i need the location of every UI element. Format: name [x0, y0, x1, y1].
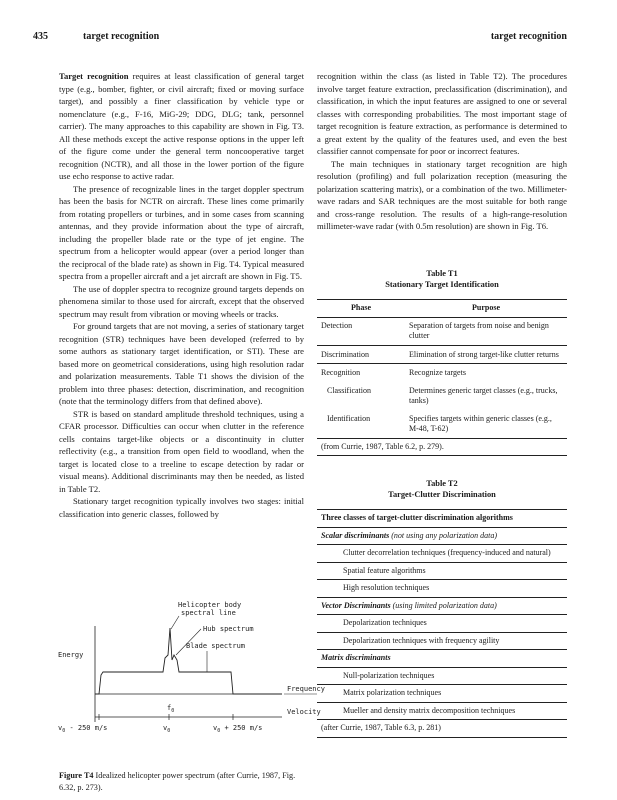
table-header-row	[317, 300, 567, 318]
table-row: Classification Determines generic target classes (e.g., trucks, tanks)	[327, 385, 558, 405]
helicopter-body-label: Helicopter body	[178, 601, 242, 609]
table-header-row: Three classes of target-clutter discrimination algorithms	[317, 510, 567, 528]
table-row: Depolarization techniques with frequency agility	[317, 632, 567, 650]
paragraph: recognition within the class (as listed in Table T2). The procedures involve target feature extraction, preclassification (discrimination), and classification, in which the input features are assigned to one or several classes with corresponding probabilities. The most important stage of target recognition is feature extraction, as performance is determined to a great extent by the quality of the features used, and even the best classifier cannot compensate for poor or incorrect features.	[317, 71, 567, 156]
frequency-axis-label: Frequency	[287, 685, 325, 693]
paragraph: The main techniques in stationary target recognition are high resolution (profiling) and full polarization reception (measuring the polarization scattering matrix), or a combination of the two. Millimeter-wave radars and SAR techniques are the most suitable for both range and cross-range resolution. The results of a high-range-resolution millimeter-wave radar (with 0.5m resolution) are shown in Fig. T6.	[317, 158, 567, 231]
paragraph: Target recognition requires at least classification of general target type (e.g., bomber, fighter, or civil aircraft; fixed or moving surface target), and possibly a finer classification by vehicle type or nomenclature (e.g., F-16, MiG-29; DDG, DLG; tank, personnel carrier). The many approaches to this capability are shown in Fig. T3. All these methods except the active response options in the upper left of the figure come under the general term noncooperative target recognition (NCTR), and all those in the lower portion of the figure use echo response to active radar.	[59, 71, 304, 181]
tick-v0-minus: $v_0 - 250$ m/s	[58, 724, 108, 734]
table-t1	[317, 268, 567, 456]
paragraph: For ground targets that are not moving, a series of stationary target recognition (STR) techniques have been developed (referred to by some authors as stationary target identification, or STI). These are based more on geometrical considerations, using high resolution radar and polarization measurements. Table T1 shows the division of the problem into three phases: detection, discrimination, and recognition (note that the terminology differs from that defined above).	[59, 321, 304, 406]
table-row: Null-polarization techniques	[317, 667, 567, 685]
table-t2	[317, 478, 567, 738]
figure-t4-caption: Figure T4 Idealized helicopter power spectrum (after Currie, 1987, Fig. 6.32, p. 273).	[59, 771, 296, 792]
tick-v0-plus: $v_0 + 250$ m/s	[213, 724, 263, 734]
energy-axis-label: Energy	[58, 651, 84, 659]
table-row: Clutter decorrelation techniques (frequency-induced and natural)	[317, 545, 567, 563]
velocity-axis-label: Velocity	[287, 708, 321, 716]
left-column	[59, 70, 304, 520]
table-row: Depolarization techniques	[317, 615, 567, 633]
table-source-row: (after Currie, 1987, Table 6.3, p. 281)	[317, 720, 567, 738]
paragraph: The use of doppler spectra to recognize ground targets depends on phenomena similar to those used for aircraft, except that the observed spectrum may result from vibration or moving wheels or tracks.	[59, 283, 304, 319]
hub-spectrum-label: Hub spectrum	[203, 625, 254, 633]
table-t1-grid	[317, 299, 567, 456]
table-row: Identification Specifies targets within generic classes (e.g., M-48, T-62)	[327, 413, 552, 433]
table-row: Recognition Recognize targets	[317, 364, 567, 382]
table-row: Matrix polarization techniques	[317, 685, 567, 703]
paragraph: The presence of recognizable lines in the target doppler spectrum has been the basis for NCTR on aircraft. These lines come primarily from rotating propellers or turbines, and in some cases from scanning antennas, and they provide information about the type of aircraft, including the propeller blade rate or the type of jet engine. The spectrum from a helicopter would appear (over a period longer than the reciprocal of the blade rate) as shown in Fig. T4. Typical measured spectra from a propeller aircraft and a jet aircraft are shown in Fig. T5.	[59, 183, 304, 281]
running-title-right: target recognition	[490, 31, 567, 42]
table-row: Discrimination Elimination of strong target-like clutter returns	[317, 345, 567, 364]
table-row: High resolution techniques	[317, 580, 567, 598]
table-row: Matrix discriminants	[317, 650, 567, 668]
table-t1-title: Stationary Target Identification	[385, 280, 499, 289]
table-row: Spatial feature algorithms	[317, 562, 567, 580]
figure-t4-helicopter-spectrum	[55, 598, 325, 756]
table-row: Vector Discriminants (using limited polarization data)	[317, 597, 567, 615]
spectrum-curve	[95, 628, 282, 694]
running-title-left: target recognition	[83, 31, 160, 42]
spectral-line-label: spectral line	[181, 609, 236, 617]
table-t2-label: Table T2	[426, 479, 458, 488]
tick-v0: $v_0$	[163, 724, 171, 734]
paragraph: STR is based on standard amplitude threshold techniques, using a CFAR processor. Difficulties can occur when clutter in the reference cells contains target-like objects or a discontinuity in clutter reflectivity (e.g., a transition from open field to woodland, when the target is located close to a treeline to escape detection by radar or visual means). Additional discriminants may then be needed, as listed in Table T2.	[59, 408, 304, 494]
table-t1-label: Table T1	[426, 269, 458, 278]
column-header: Phase	[317, 300, 405, 318]
term-target-recognition: Target recognition	[59, 71, 129, 81]
right-column	[317, 70, 567, 233]
page-number: 435	[33, 31, 48, 42]
table-source-row: (from Currie, 1987, Table 6.2, p. 279).	[317, 438, 567, 456]
figure-label: Figure T4	[59, 771, 94, 780]
table-t2-grid	[317, 509, 567, 738]
f0-label: $f_0$	[167, 704, 175, 714]
column-header: Purpose	[405, 300, 567, 318]
table-row: Scalar discriminants (not using any polarization data)	[317, 527, 567, 545]
blade-spectrum-label: Blade spectrum	[186, 642, 246, 650]
paragraph: Stationary target recognition typically involves two stages: initial classification into generic classes, followed by	[59, 496, 304, 519]
table-row: Detection Separation of targets from noise and benign clutter	[321, 320, 549, 340]
table-t2-title: Target-Clutter Discrimination	[388, 490, 496, 499]
table-row: Mueller and density matrix decomposition techniques	[317, 702, 567, 720]
